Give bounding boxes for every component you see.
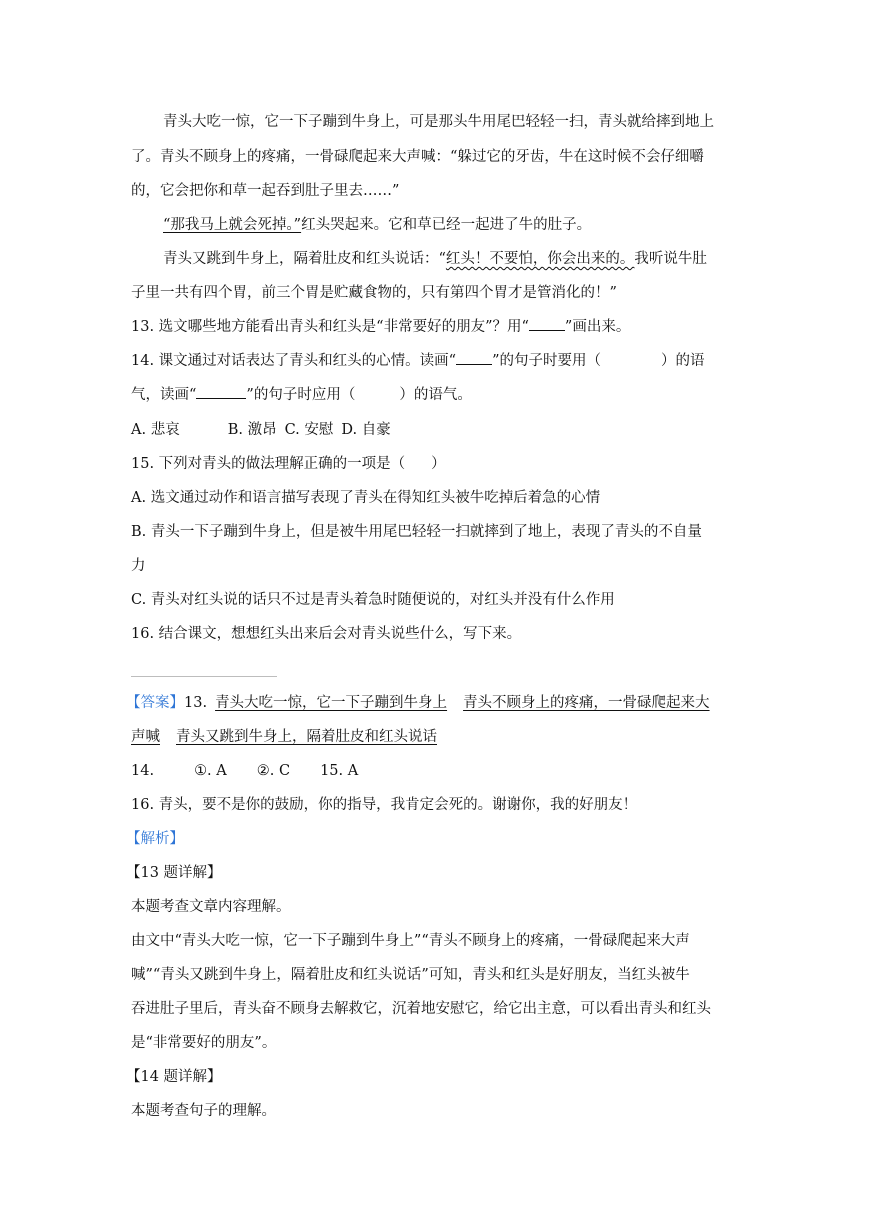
underlined-quote: “那我马上就会死掉。” [163,217,302,233]
passage-p3-line1 [163,248,783,270]
question-14-line2 [131,384,751,406]
question-15 [131,453,751,475]
answer-15: 15. A [320,763,359,779]
answer-14-part2: ②. C [256,763,291,779]
passage-p2 [163,214,783,236]
q15-text: 15. 下列对青头的做法理解正确的一项是（ [131,456,406,472]
wavy-underlined-quote: 红头！不要怕，你会出来的。 [445,251,635,267]
passage-p3-line2: 子里一共有四个胃，前三个胃是贮藏食物的，只有第四个胃才是管消化的！” [131,285,617,301]
passage-p2-rest: 红头哭起来。它和草已经一起进了牛的肚子。 [301,217,592,233]
question-15-option-b-line1: B. 青头一下子蹦到牛身上，但是被牛用尾巴轻轻一扫就摔到了地上，表现了青头的不自量 [131,524,702,540]
q14-option-b: B. 激昂 [227,422,277,438]
q14-blank-2 [196,384,246,399]
answer-13-line2 [131,726,751,748]
answer-13-line1 [126,692,746,714]
answer-16: 16. 青头，要不是你的鼓励，你的指导，我肯定会死的。谢谢你，我的好朋友！ [131,797,638,813]
analysis-13-explain-line4: 是“非常要好的朋友”。 [131,1035,277,1051]
answer-13-sentence-3: 青头又跳到牛身上，隔着肚皮和红头说话 [176,729,437,745]
answer-14-15 [131,760,751,782]
analysis-13-heading: 【13 题详解】 [126,865,222,881]
answer-14-number: 14. [131,763,155,779]
analysis-13-explain-line3: 吞进肚子里后，青头奋不顾身去解救它，沉着地安慰它，给它出主意，可以看出青头和红头 [131,1001,711,1017]
analysis-14-heading: 【14 题详解】 [126,1069,222,1085]
q14-text-b: ”的句子时要用（ [492,353,602,369]
q14-text-e: ”的句子时应用（ [246,387,356,403]
answer-13-sentence-1: 青头大吃一惊，它一下子蹦到牛身上 [215,695,448,711]
passage-p3-text-c: 我听说牛肚 [634,251,707,267]
analysis-14-topic: 本题考查句子的理解。 [131,1103,276,1119]
answer-13-sentence-2a: 青头不顾身上的疼痛，一骨碌爬起来大 [463,695,710,711]
q14-option-a: A. 悲哀 [131,422,180,438]
answer-label: 【答案】 [126,695,184,711]
answer-14-part1: ①. A [194,763,227,779]
analysis-13-explain-line2: 喊”“青头又跳到牛身上，隔着肚皮和红头说话”可知，青头和红头是好朋友，当红头被牛 [131,967,690,983]
analysis-label: 【解析】 [126,831,184,847]
question-13 [131,316,751,338]
answer-13-number: 13. [184,695,208,711]
passage-p1-line3: 的，它会把你和草一起吞到肚子里去……” [131,183,400,199]
question-14-line1 [131,350,751,372]
question-16: 16. 结合课文，想想红头出来后会对青头说些什么，写下来。 [131,626,522,642]
passage-p3-text-a: 青头又跳到牛身上，隔着肚皮和红头说话：“ [163,251,446,267]
q14-text-a: 14. 课文通过对话表达了青头和红头的心情。读画“ [131,353,457,369]
q14-option-c: C. 安慰 [284,422,334,438]
question-14-options [131,419,751,441]
q14-text-f: ）的语气。 [399,387,472,403]
question-15-option-a: A. 选文通过动作和语言描写表现了青头在得知红头被牛吃掉后着急的心情 [131,490,601,506]
analysis-13-explain-line1: 由文中“青头大吃一惊，它一下子蹦到牛身上”“青头不顾身上的疼痛，一骨碌爬起来大声 [131,933,690,949]
q15-text-end: ） [431,456,446,472]
q14-text-d: 气，读画“ [131,387,197,403]
q13-text-b: ”画出来。 [564,319,631,335]
question-15-option-b-line2: 力 [131,558,146,574]
section-divider [131,676,277,677]
q14-text-c: ）的语 [661,353,705,369]
q14-option-d: D. 自豪 [341,422,391,438]
question-15-option-c: C. 青头对红头说的话只不过是青头着急时随便说的，对红头并没有什么作用 [131,592,615,608]
passage-p1-line2: 了。青头不顾身上的疼痛，一骨碌爬起来大声喊：“躲过它的牙齿，牛在这时候不会仔细嚼 [131,149,704,165]
passage-p1-line1: 青头大吃一惊，它一下子蹦到牛身上，可是那头牛用尾巴轻轻一扫，青头就给摔到地上 [163,114,714,130]
analysis-13-topic: 本题考查文章内容理解。 [131,899,291,915]
q13-text-a: 13. 选文哪些地方能看出青头和红头是“非常要好的朋友”？用“ [131,319,529,335]
q14-blank-1 [456,350,492,365]
answer-13-sentence-2b: 声喊 [131,729,160,745]
q13-blank [529,316,565,331]
